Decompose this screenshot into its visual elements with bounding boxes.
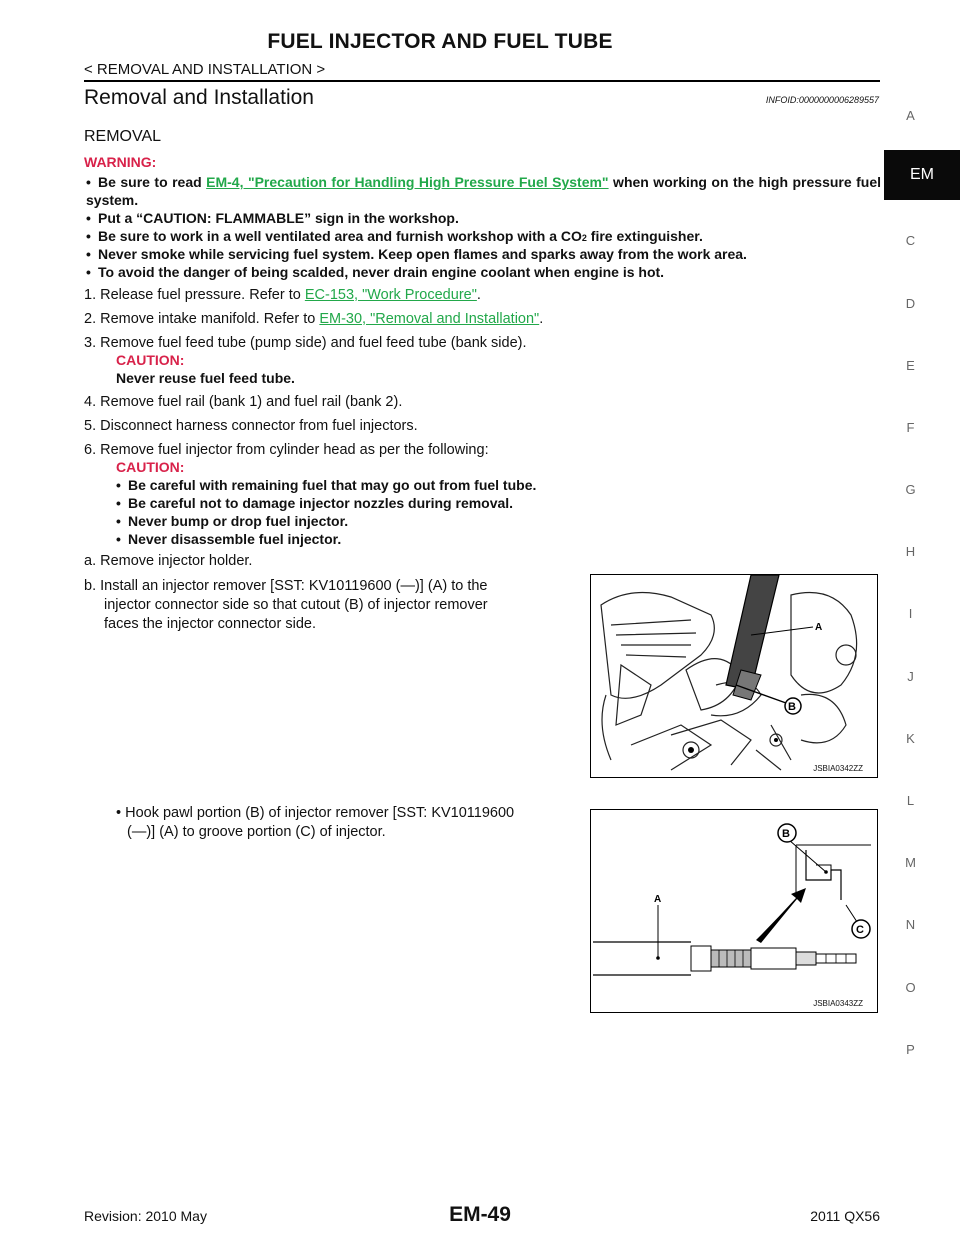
section-title: Removal and Installation (84, 86, 314, 109)
fig2-label-a: A (654, 894, 662, 905)
step-5: 5. Disconnect harness connector from fuel injectors. (84, 418, 418, 434)
breadcrumb: < REMOVAL AND INSTALLATION > (84, 61, 326, 78)
side-tab-j[interactable]: J (907, 669, 914, 684)
step-3-caution: Never reuse fuel feed tube. (116, 370, 295, 386)
warning-item-2: • Put a “CAUTION: FLAMMABLE” sign in the workshop. (86, 210, 459, 226)
side-tab-em-active[interactable]: EM (884, 150, 960, 200)
side-tab-o[interactable]: O (905, 980, 916, 995)
page-title: FUEL INJECTOR AND FUEL TUBE (267, 30, 613, 53)
side-tab-g[interactable]: G (905, 482, 916, 497)
side-tab-k[interactable]: K (906, 731, 915, 746)
warning-item-3: • Be sure to work in a well ventilated area and furnish workshop with a CO2 fire extinguisher. (86, 228, 703, 244)
info-id: INFOID:0000000006289557 (765, 95, 879, 105)
link-em-30[interactable]: EM-30, "Removal and Installation" (319, 311, 540, 327)
fig2-id: JSBIA0343ZZ (813, 999, 863, 1008)
side-tab-i[interactable]: I (908, 606, 913, 621)
step-a: a. Remove injector holder. (84, 553, 253, 569)
step-6-caution-label: CAUTION: (116, 459, 185, 475)
page-number: EM-49 (449, 1203, 511, 1226)
fig1-label-a: A (815, 622, 823, 633)
side-tab-d[interactable]: D (905, 296, 916, 311)
footer-model: 2011 QX56 (810, 1208, 880, 1224)
side-tab-e[interactable]: E (906, 358, 915, 373)
footer-revision: Revision: 2010 May (84, 1208, 207, 1224)
warning-item-1: • Be sure to read EM-4, "Precaution for Handling High Pressure Fuel System" when working on the high pressure fuel system. (86, 174, 882, 208)
figure-injector-remover-hook (590, 809, 878, 1013)
side-tab-n[interactable]: N (905, 917, 916, 932)
engine-illustration (591, 575, 877, 777)
header-divider (84, 80, 880, 82)
figure-injector-remover-install (590, 574, 878, 778)
side-tab-h[interactable]: H (905, 544, 916, 559)
side-tab-a[interactable]: A (906, 108, 915, 123)
warning-item-4: • Never smoke while servicing fuel system. Keep open flames and sparks away from the work area. (86, 246, 747, 262)
fig2-label-b: B (782, 828, 790, 840)
step-2: 2. Remove intake manifold. Refer to EM-30, "Removal and Installation". (84, 311, 544, 327)
step-4: 4. Remove fuel rail (bank 1) and fuel rail (bank 2). (84, 394, 403, 410)
step-6-caution-1: • Be careful with remaining fuel that may go out from fuel tube. (116, 477, 537, 493)
step-1: 1. Release fuel pressure. Refer to EC-153, "Work Procedure". (84, 287, 481, 303)
step-6-caution-3: • Never bump or drop fuel injector. (116, 513, 349, 529)
step-3-caution-label: CAUTION: (116, 352, 185, 368)
link-em-4[interactable]: EM-4, "Precaution for Handling High Pressure Fuel System" (206, 174, 609, 190)
side-tab-c[interactable]: C (905, 233, 916, 248)
step-3: 3. Remove fuel feed tube (pump side) and fuel feed tube (bank side). (84, 335, 527, 351)
link-ec-153[interactable]: EC-153, "Work Procedure" (304, 287, 477, 303)
warning-item-5: • To avoid the danger of being scalded, never drain engine coolant when engine is hot. (86, 264, 665, 280)
fig2-label-c: C (856, 924, 864, 936)
step-6-caution-4: • Never disassemble fuel injector. (116, 531, 342, 547)
fig1-id: JSBIA0342ZZ (813, 764, 863, 773)
injector-diagram (591, 810, 877, 1012)
side-tab-m[interactable]: M (905, 855, 916, 870)
warning-label: WARNING: (84, 154, 157, 170)
hook-step: • Hook pawl portion (B) of injector remover [SST: KV10119600 (—)] (A) to groove portion (C) of injector. (116, 805, 515, 840)
step-6: 6. Remove fuel injector from cylinder head as per the following: (84, 442, 489, 458)
removal-heading: REMOVAL (84, 128, 162, 145)
step-6-caution-2: • Be careful not to damage injector nozzles during removal. (116, 495, 514, 511)
side-tab-l[interactable]: L (906, 793, 915, 808)
fig1-label-b: B (788, 701, 796, 713)
side-tab-f[interactable]: F (906, 420, 915, 435)
step-b: b. Install an injector remover [SST: KV10119600 (—)] (A) to the injector connector side so that cutout (B) of injector remover faces the injector connector side. (84, 578, 488, 632)
side-tab-p[interactable]: P (906, 1042, 915, 1057)
